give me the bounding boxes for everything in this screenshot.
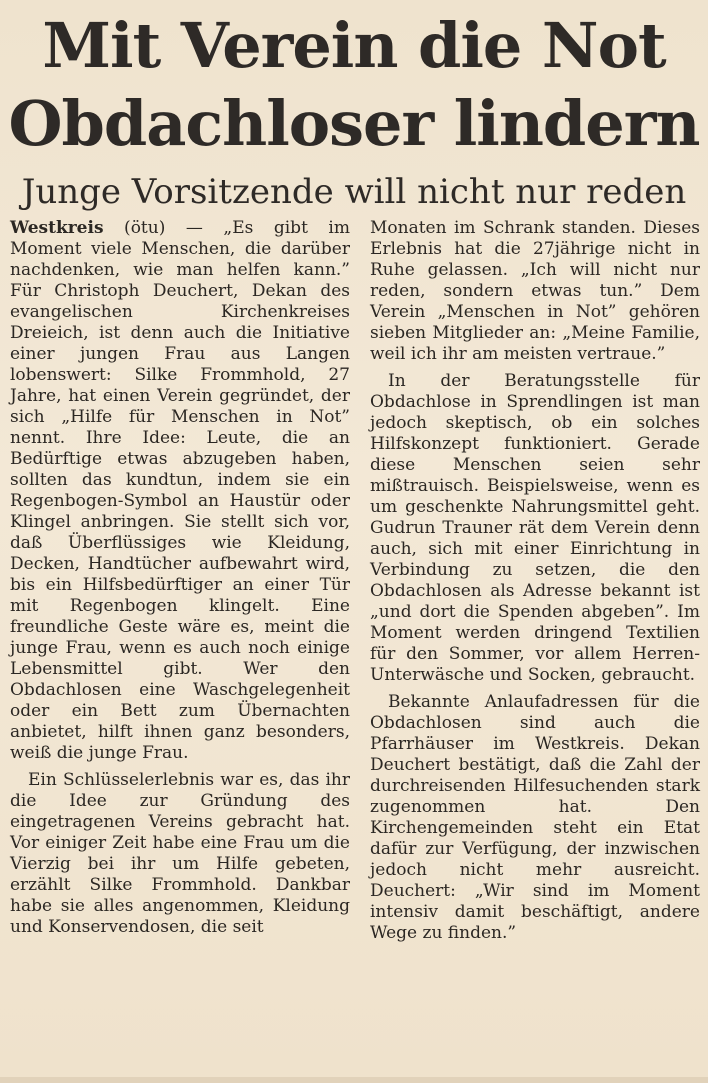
headline-line-2: Obdachloser lindern	[8, 87, 700, 160]
paper-edge	[0, 1077, 708, 1083]
article-paragraph: Bekannte Anlaufadressen für die Obdachlosen sind auch die Pfarrhäuser im Westkreis. Dekan Deuchert bestätigt, daß die Zahl der durchreisenden Hilfesuchenden stark zugenommen hat. Den Kirchengemeinden steht ein Etat dafür zur Verfügung, der inzwischen jedoch nicht mehr ausreicht. Deuchert: „Wir sind im Moment intensiv damit beschäftigt, andere Wege zu finden.”	[370, 692, 700, 943]
article-column-left	[10, 218, 350, 944]
article-column-right	[370, 218, 700, 950]
dateline: Westkreis	[10, 218, 104, 238]
article-paragraph	[10, 218, 350, 764]
article-paragraph: Ein Schlüsselerlebnis war es, das ihr die Idee zur Gründung des eingetragenen Vereins gebracht hat. Vor einiger Zeit habe eine Frau um die Vierzig bei ihr um Hilfe gebeten, erzählt Silke Frommhold. Dankbar habe sie alles angenommen, Kleidung und Konservendosen, die seit	[10, 770, 350, 937]
paragraph-text: (ötu) — „Es gibt im Moment viele Menschen, die darüber nachdenken, wie man helfen kann.” Für Christoph Deuchert, Dekan des evangelischen Kirchenkreises Dreieich, ist denn auch die Initiative einer jungen Frau aus Langen lobenswert: Silke Frommhold, 27 Jahre, hat einen Verein gegründet, der sich „Hilfe für Menschen in Not” nennt. Ihre Idee: Leute, die an Bedürftige etwas abzugeben haben, sollten das kundtun, indem sie ein Regenbogen-Symbol an Haustür oder Klingel anbringen. Sie stellt sich vor, daß Überflüssiges wie Kleidung, Decken, Handtücher aufbewahrt wird, bis ein Hilfsbedürftiger an einer Tür mit Regenbogen klingelt. Eine freundliche Geste wäre es, meint die junge Frau, wenn es auch noch einige Lebensmittel gibt. Wer den Obdachlosen eine Waschgelegenheit oder ein Bett zum Übernachten anbietet, hilft ihnen ganz besonders, weiß die junge Frau.	[10, 218, 350, 763]
headline-line-1: Mit Verein die Not	[42, 9, 666, 82]
article-paragraph: Monaten im Schrank standen. Dieses Erlebnis hat die 27jährige nicht in Ruhe gelassen. „Ich will nicht nur reden, sondern etwas tun.” Dem Verein „Menschen in Not” gehören sieben Mitglieder an: „Meine Familie, weil ich ihr am meisten vertraue.”	[370, 218, 700, 364]
subheadline: Junge Vorsitzende will nicht nur reden	[21, 172, 687, 212]
article-paragraph: In der Beratungsstelle für Obdachlose in Sprendlingen ist man jedoch skeptisch, ob ein solches Hilfskonzept funktioniert. Gerade diese Menschen seien sehr mißtrauisch. Beispielsweise, wenn es um geschenkte Nahrungsmittel geht. Gudrun Trauner rät dem Verein denn auch, sich mit einer Einrichtung in Verbindung zu setzen, die den Obdachlosen als Adresse bekannt ist „und dort die Spenden abgeben”. Im Moment werden dringend Textilien für den Sommer, vor allem Herren-Unterwäsche und Socken, gebraucht.	[370, 371, 700, 685]
